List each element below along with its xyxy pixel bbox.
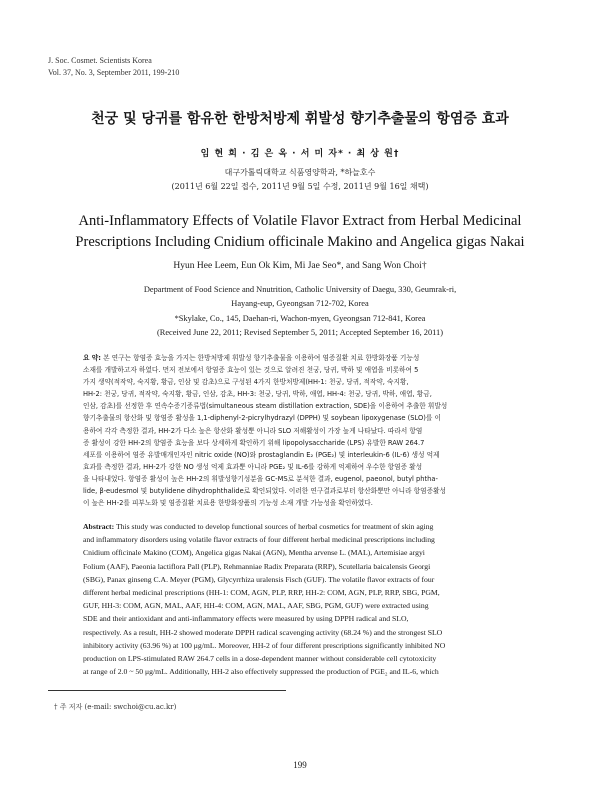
journal-volume: Vol. 37, No. 3, September 2011, 199-210 <box>48 68 180 77</box>
english-affiliation-line2: Hayang-eup, Gyeongsan 712-702, Korea <box>231 299 369 309</box>
english-abstract-line: Folium (AAF), Paeonia lactiflora Pall (PLP), Rehmanniae Radix Preparata (RRP), Scutellaria baicalensis Georgi <box>83 561 431 571</box>
english-abstract-line: at range of 2.0 ~ 50 μg/mL. Additionally, HH-2 also effectively suppressed the production of PGE₂ and IL-6, which <box>83 667 439 677</box>
korean-abstract-line: 효과를 측정한 결과, HH-2가 강한 NO 생성 억제 효과뿐 아니라 PGE₂ 및 IL-6를 강하게 억제하여 우수한 항염증 활성 <box>83 462 423 471</box>
korean-abstract-line: 가지 생약(적작약, 숙지황, 황금, 인삼 및 감초)으로 구성된 4가지 한방처방제(HH-1: 천궁, 당귀, 적작약, 숙지황, <box>83 378 409 387</box>
english-abstract-line: different herbal medicinal prescriptions (HH-1: COM, AGN, PLP, RRP, HH-2: COM, AGN, PLP, RRP, SBG, PGM, <box>83 588 440 598</box>
korean-abstract-line: 용하여 각각 측정한 결과, HH-2가 다소 높은 항산화 활성뿐 아니라 SLO 저해활성이 가장 높게 나타났다. 따라서 항염 <box>83 426 423 435</box>
english-affiliation-line3: *Skylake, Co., 145, Daehan-ri, Wachon-myen, Gyeongsan 712-841, Korea <box>174 313 426 323</box>
korean-abstract-line: 증 활성이 강한 HH-2의 항염증 효능을 보다 상세하게 확인하기 위해 lipopolysaccharide (LPS) 유발한 RAW 264.7 <box>83 438 425 447</box>
korean-affiliation-line: 대구가톨릭대학교 식품영양학과, *하늘호수 <box>224 168 376 177</box>
korean-abstract-line: HH-2: 천궁, 당귀, 적작약, 숙지황, 황금, 인삼, 감초, HH-3: 천궁, 당귀, 박하, 애엽, HH-4: 천궁, 당귀, 박하, 애엽, 황금, <box>83 390 432 399</box>
journal-header <box>48 55 179 79</box>
english-affiliation-line1: Department of Food Science and Nnutrition, Catholic University of Daegu, 330, Geumrak-ri, <box>143 285 457 294</box>
korean-abstract-label: 요 약: <box>83 354 101 362</box>
english-dates: (Received June 22, 2011; Revised September 5, 2011; Accepted September 16, 2011) <box>156 327 444 337</box>
english-abstract-line: GUF, HH-3: COM, AGN, MAL, AAF, HH-4: COM, AGN, MAL, AAF, SBG, PGM, GUF) were extracted using <box>83 601 429 611</box>
english-abstract-label: Abstract: <box>83 522 115 531</box>
english-title-line2: Prescriptions Including Cnidium officinale Makino and Angelica gigas Nakai <box>75 234 525 250</box>
korean-abstract-line: 세포를 이용하여 염증 유발매개인자인 nitric oxide (NO)와 prostaglandin E₂ (PGE₂) 및 interleukin-6 (IL-6) 생성 억제 <box>83 450 440 459</box>
english-authors: Hyun Hee Leem, Eun Ok Kim, Mi Jae Seo*, and Sang Won Choi† <box>173 261 427 271</box>
english-abstract-line: and inflammatory disorders using volatile flavor extracts of four different herbal medicinal prescriptions including <box>83 535 435 545</box>
page-number: 199 <box>293 760 307 770</box>
english-affiliation <box>0 283 600 340</box>
english-title <box>0 211 600 253</box>
english-abstract <box>83 520 517 678</box>
footnote-rule <box>48 690 286 691</box>
korean-dates: (2011년 6월 22일 접수, 2011년 9월 5일 수정, 2011년 9월 16일 채택) <box>171 182 429 191</box>
english-abstract-line: Cnidium officinale Makino (COM), Angelica gigas Nakai (AGN), Mentha arvense L. (MAL), Artemisiae argyi <box>83 548 425 558</box>
english-abstract-line: (SBG), Panax ginseng C.A. Meyer (PGM), Glycyrrhiza uralensis Fisch (GUF). The volatile flavor extracts of four <box>83 574 435 584</box>
english-abstract-line: Abstract: This study was conducted to develop functional sources of herbal cosmetics for treatment of skin aging <box>83 522 434 531</box>
korean-abstract-line: 향기추출물의 항산화 및 항염증 활성을 1,1-diphenyl-2-picrylhydrazyl (DPPH) 및 soybean lipoxygenase (SLO)를 이 <box>83 414 441 423</box>
korean-abstract-line: lide, β-eudesmol 및 butylidene dihydrophthalide로 확인되었다. 이러한 연구결과로부터 항산화뿐만 아니라 항염증활성 <box>83 487 446 496</box>
english-abstract-line: SDE and their antioxidant and anti-inflammatory effects were measured by using DPPH radical and SLO, <box>83 614 409 624</box>
english-abstract-line: respectively. As a result, HH-2 showed moderate DPPH radical scavenging activity (68.24 %) and the strongest SLO <box>83 627 443 637</box>
journal-name: J. Soc. Cosmet. Scientists Korea <box>48 56 152 65</box>
korean-title: 천궁 및 당귀를 함유한 한방처방제 휘발성 향기추출물의 항염증 효과 <box>91 111 509 127</box>
english-abstract-line: inhibitory activity (63.96 %) at 100 μg/mL. Moreover, HH-2 of four different prescriptions significantly inhibited NO <box>83 640 446 650</box>
korean-abstract-line: 이 높은 HH-2를 피부노화 및 염증질환 치료용 한방화장품의 기능성 소재 개발 가능성을 확인하였다. <box>83 499 373 508</box>
korean-abstract <box>83 352 517 509</box>
korean-affiliation <box>0 166 600 194</box>
korean-abstract-line: 을 나타내었다. 항염증 활성이 높은 HH-2의 휘발성향기성분을 GC-MS로 분석한 결과, eugenol, paeonol, butyl phtha- <box>83 474 438 483</box>
korean-abstract-line: 인삼, 감초)를 선정한 후 연속수증기증류법(simultaneous steam distillation extraction, SDE)을 이용하여 추출한 휘발성 <box>83 402 448 411</box>
corresponding-author-footnote: † 주 저자 (e-mail: swchoi@cu.ac.kr) <box>54 703 177 711</box>
korean-authors: 임 현 희 · 김 은 옥 · 서 미 자* · 최 상 원† <box>200 149 400 159</box>
korean-abstract-line: 소재를 개발하고자 하였다. 먼저 전보에서 항염증 효능이 있는 것으로 알려진 천궁, 당귀, 박하 및 애엽을 비롯하여 5 <box>83 366 419 375</box>
english-title-line1: Anti-Inflammatory Effects of Volatile Flavor Extract from Herbal Medicinal <box>78 213 522 229</box>
english-abstract-line: production on LPS-stimulated RAW 264.7 cells in a dose-dependent manner without considerable cell cytotoxicity <box>83 654 437 664</box>
korean-abstract-line: 요 약: 본 연구는 항염증 효능을 가지는 한방처방제 휘발성 향기추출물을 이용하여 염증질환 치료 한방화장품 기능성 <box>83 354 420 362</box>
